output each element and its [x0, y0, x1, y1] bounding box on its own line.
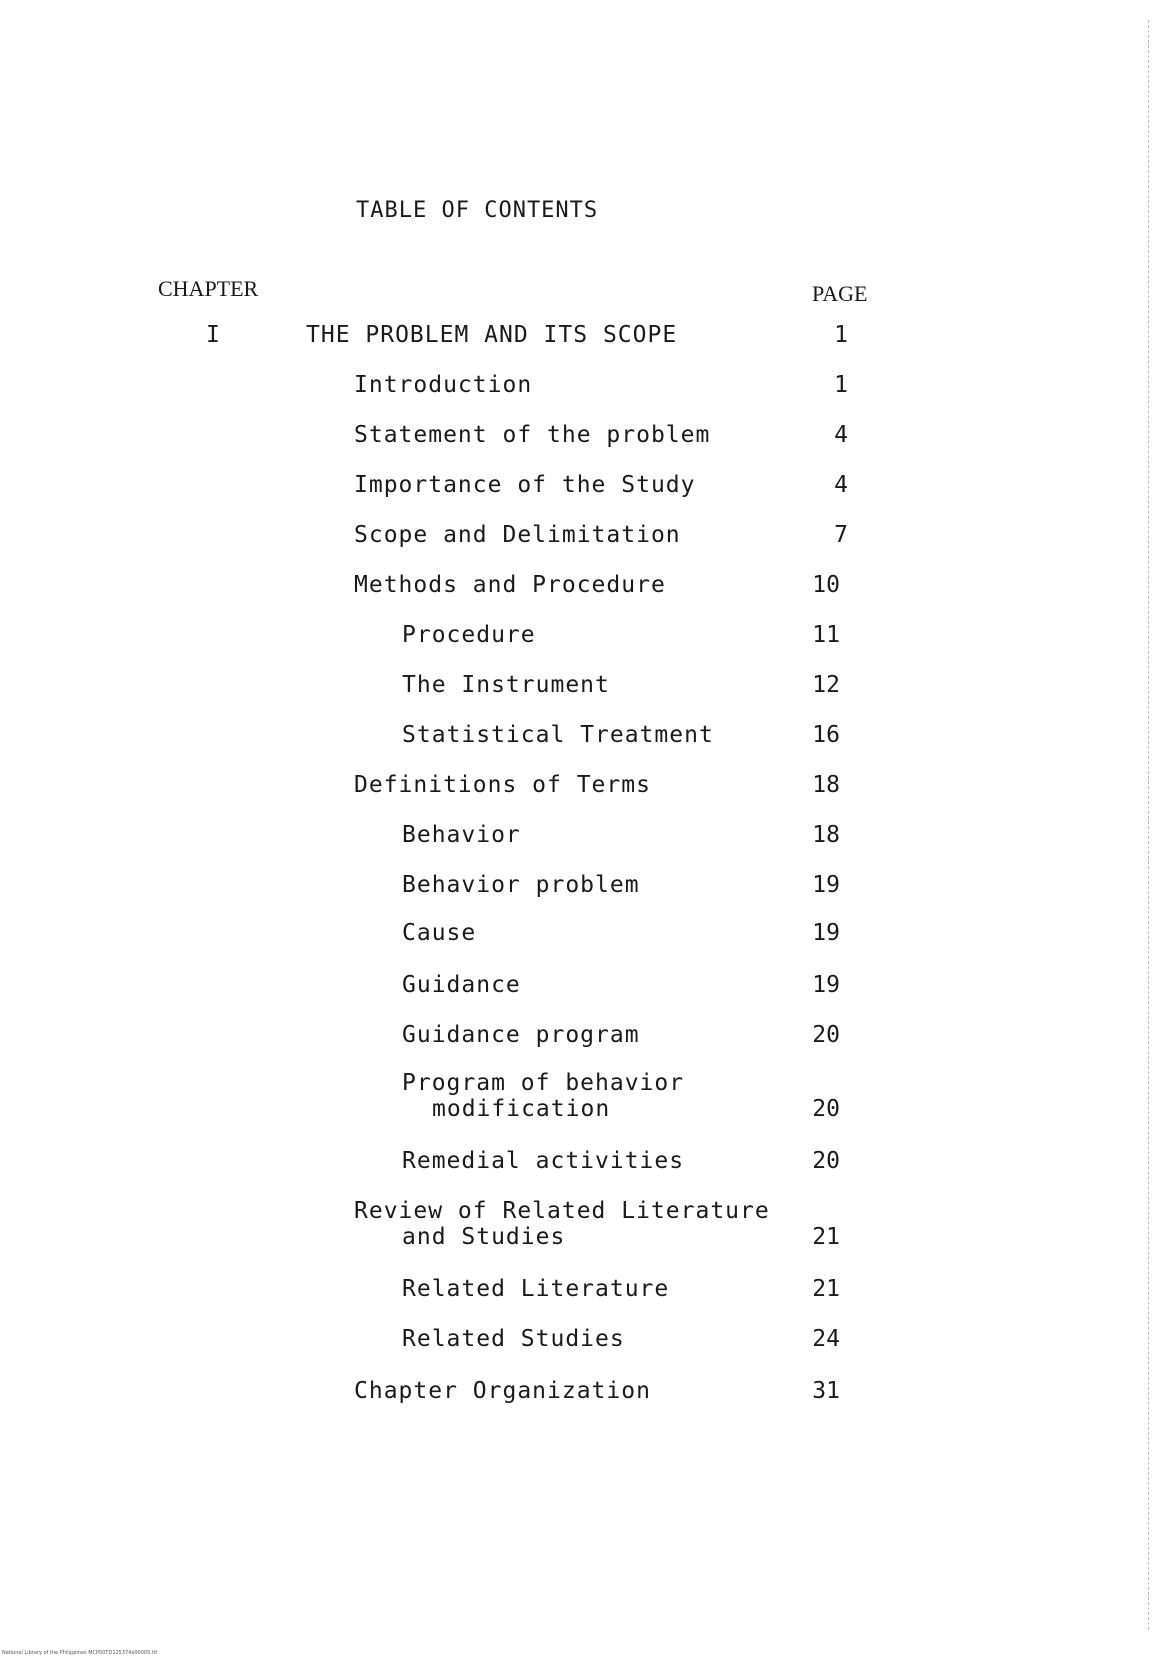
toc-page-definitions: 18 — [812, 772, 840, 798]
toc-page-review: 21 — [812, 1224, 840, 1250]
scan-footer: National Library of the Philippines MCP00TD125374x00005.tif — [2, 1650, 157, 1656]
toc-page-importance: 4 — [834, 472, 848, 498]
toc-entry-remedial: Remedial activities — [402, 1148, 685, 1174]
toc-entry-cause: Cause — [402, 920, 477, 946]
toc-entry-program-behavior: Program of behavior — [402, 1070, 685, 1096]
chapter-title: THE PROBLEM AND ITS SCOPE — [306, 322, 678, 348]
toc-entry-chapter-organization: Chapter Organization — [354, 1378, 651, 1404]
toc-entry-importance: Importance of the Study — [354, 472, 696, 498]
toc-page-procedure: 11 — [812, 622, 840, 648]
toc-entry-methods: Methods and Procedure — [354, 572, 666, 598]
toc-page-scope: 7 — [834, 522, 848, 548]
toc-entry-statistical-treatment: Statistical Treatment — [402, 722, 714, 748]
toc-entry-review-cont: and Studies — [402, 1224, 566, 1250]
toc-page-behavior: 18 — [812, 822, 840, 848]
toc-page-guidance: 19 — [812, 972, 840, 998]
toc-entry-introduction: Introduction — [354, 372, 533, 398]
toc-title: TABLE OF CONTENTS — [356, 198, 599, 223]
toc-page-methods: 10 — [812, 572, 840, 598]
scan-edge-line — [1148, 20, 1149, 1630]
toc-page-chapter-organization: 31 — [812, 1378, 840, 1404]
toc-page-program-behavior: 20 — [812, 1096, 840, 1122]
chapter-number: I — [206, 322, 220, 348]
toc-page-instrument: 12 — [812, 672, 840, 698]
toc-page-remedial: 20 — [812, 1148, 840, 1174]
chapter-column-header: CHAPTER — [158, 276, 259, 301]
toc-entry-review: Review of Related Literature — [354, 1198, 770, 1224]
toc-entry-statement: Statement of the problem — [354, 422, 711, 448]
toc-entry-procedure: Procedure — [402, 622, 536, 648]
toc-page-related-studies: 24 — [812, 1326, 840, 1352]
toc-entry-instrument: The Instrument — [402, 672, 610, 698]
toc-page-guidance-program: 20 — [812, 1022, 840, 1048]
toc-entry-related-literature: Related Literature — [402, 1276, 670, 1302]
toc-page-introduction: 1 — [834, 372, 848, 398]
toc-entry-scope: Scope and Delimitation — [354, 522, 681, 548]
toc-entry-guidance: Guidance — [402, 972, 521, 998]
toc-page-cause: 19 — [812, 920, 840, 946]
chapter-page: 1 — [834, 322, 848, 348]
toc-page-statement: 4 — [834, 422, 848, 448]
toc-entry-program-behavior-cont: modification — [432, 1096, 611, 1122]
toc-page-statistical-treatment: 16 — [812, 722, 840, 748]
toc-entry-behavior: Behavior — [402, 822, 521, 848]
toc-entry-definitions: Definitions of Terms — [354, 772, 651, 798]
toc-entry-guidance-program: Guidance program — [402, 1022, 640, 1048]
toc-page-related-literature: 21 — [812, 1276, 840, 1302]
toc-page-behavior-problem: 19 — [812, 872, 840, 898]
toc-entry-related-studies: Related Studies — [402, 1326, 625, 1352]
page-column-header: PAGE — [812, 281, 868, 306]
toc-entry-behavior-problem: Behavior problem — [402, 872, 640, 898]
